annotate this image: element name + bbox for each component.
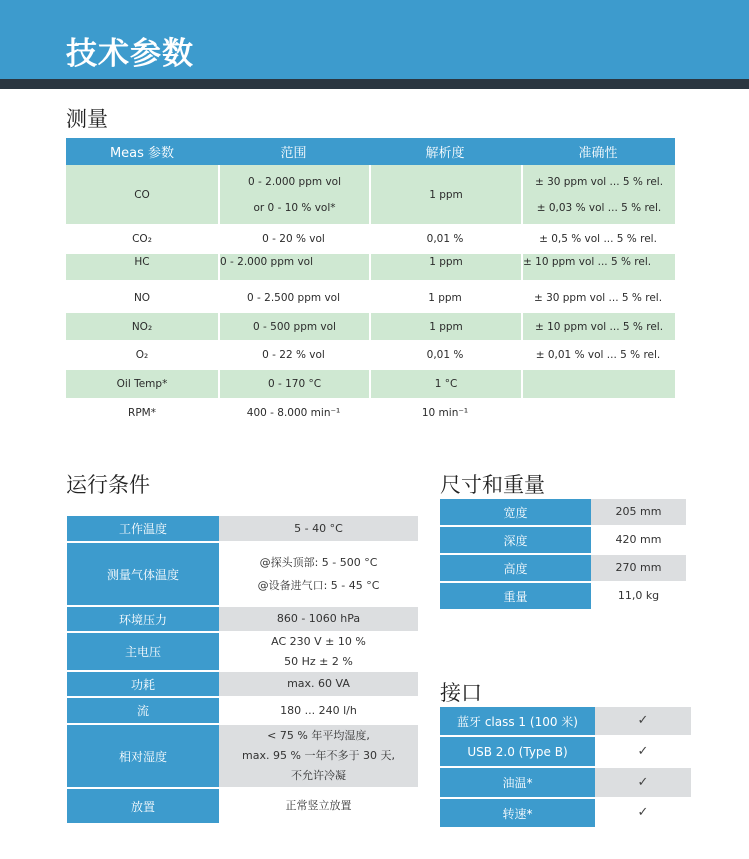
accuracy-cell: ± 30 ppm vol ... 5 % rel.: [534, 175, 664, 188]
condition-label: 相对湿度: [67, 725, 219, 787]
check-icon: ✓: [637, 713, 649, 728]
param-cell: O₂: [135, 349, 149, 361]
accuracy-cell: ± 30 ppm vol ... 5 % rel.: [533, 291, 663, 304]
table-row: [440, 768, 691, 797]
condition-value: max. 60 VA: [287, 677, 350, 690]
dimension-value: 270 mm: [615, 561, 662, 574]
resolution-cell: 1 ppm: [429, 320, 463, 333]
resolution-cell: 1 ppm: [429, 188, 463, 201]
param-cell: NO: [133, 291, 151, 304]
condition-value: @设备进气口: 5 - 45 °C: [257, 579, 380, 592]
table-row: [440, 799, 691, 827]
accuracy-cell: ± 0,5 % vol ... 5 % rel.: [539, 233, 657, 245]
condition-label: 测量气体温度: [67, 543, 219, 605]
range-cell: 0 - 170 °C: [267, 378, 322, 390]
header-resolution: 解析度: [425, 146, 465, 161]
accuracy-cell: ± 10 ppm vol ... 5 % rel.: [534, 320, 664, 333]
param-cell: Oil Temp*: [116, 378, 168, 390]
param-cell: RPM*: [128, 407, 156, 419]
dimension-label: 高度: [440, 555, 591, 581]
header-divider: [0, 79, 749, 89]
condition-label: 流: [67, 698, 219, 723]
param-cell: CO₂: [132, 233, 152, 245]
header-param: Meas 参数: [109, 146, 175, 161]
section-title-dimensions: 尺寸和重量: [440, 473, 545, 497]
table-row: [67, 672, 418, 696]
measurement-table-header: [66, 138, 675, 165]
accuracy-cell: ± 0,01 % vol ... 5 % rel.: [535, 349, 661, 361]
condition-value: 180 ... 240 l/h: [280, 703, 357, 717]
interface-label: 蓝牙 class 1 (100 米): [440, 707, 595, 735]
resolution-cell: 1 °C: [434, 378, 458, 390]
table-row: [66, 370, 675, 398]
table-row: [66, 254, 675, 280]
dimension-label: 宽度: [440, 499, 591, 525]
condition-value: 50 Hz ± 2 %: [284, 654, 353, 668]
condition-value: max. 95 % 一年不多于 30 天,: [242, 749, 395, 762]
range-cell: 0 - 22 % vol: [262, 349, 325, 361]
table-row: [67, 607, 418, 631]
table-row: [66, 313, 675, 340]
table-row: [67, 543, 418, 605]
check-icon: ✓: [637, 743, 649, 759]
table-row: [67, 516, 418, 541]
table-row: [66, 224, 675, 254]
condition-value: 不允许冷凝: [291, 769, 346, 782]
resolution-cell: 10 min⁻¹: [421, 407, 469, 419]
table-row: [440, 527, 686, 553]
condition-value: AC 230 V ± 10 %: [271, 634, 366, 648]
dimension-label: 重量: [440, 583, 591, 609]
condition-value: 5 - 40 °C: [294, 521, 343, 535]
page-title: 技术参数: [66, 36, 194, 72]
interfaces-table: [440, 707, 691, 829]
dimension-value: 205 mm: [615, 505, 662, 518]
condition-value: @探头顶部: 5 - 500 °C: [259, 556, 378, 569]
table-row: [66, 165, 675, 224]
resolution-cell: 0,01 %: [426, 233, 464, 245]
resolution-cell: 0,01 %: [426, 349, 464, 361]
table-row: [440, 555, 686, 581]
table-row: [67, 698, 418, 723]
table-row: [440, 737, 691, 766]
resolution-cell: 1 ppm: [428, 291, 462, 304]
table-row: [66, 398, 675, 428]
range-cell: 0 - 500 ppm vol: [253, 320, 336, 333]
dimensions-table: [440, 499, 686, 611]
section-title-interface: 接口: [440, 681, 482, 705]
range-cell: 400 - 8.000 min⁻¹: [246, 407, 341, 419]
condition-label: 功耗: [67, 672, 219, 696]
measurement-table: [66, 138, 675, 428]
table-row: [440, 707, 691, 735]
condition-label: 工作温度: [67, 516, 219, 541]
accuracy-cell-alt: ± 0,03 % vol ... 5 % rel.: [536, 201, 662, 214]
interface-label: 油温*: [440, 768, 595, 797]
condition-label: 放置: [67, 789, 219, 823]
accuracy-cell: ± 10 ppm vol ... 5 % rel.: [523, 256, 652, 268]
check-icon: ✓: [637, 805, 649, 820]
interface-label: USB 2.0 (Type B): [440, 737, 595, 766]
range-cell: 0 - 2.000 ppm vol: [220, 256, 313, 268]
dimension-value: 11,0 kg: [617, 589, 660, 602]
table-row: [440, 583, 686, 609]
range-cell-alt: or 0 - 10 % vol*: [253, 201, 336, 214]
table-row: [67, 633, 418, 670]
section-title-operating: 运行条件: [66, 473, 150, 497]
condition-value: 正常竖立放置: [285, 799, 352, 812]
param-cell: NO₂: [131, 320, 153, 333]
section-title-measurement: 测量: [66, 107, 108, 131]
range-cell: 0 - 2.500 ppm vol: [247, 291, 340, 304]
table-row: [66, 340, 675, 370]
condition-value: < 75 % 年平均湿度,: [267, 729, 370, 742]
resolution-cell: 1 ppm: [429, 256, 463, 268]
check-icon: ✓: [637, 774, 649, 790]
table-row: [67, 725, 418, 787]
table-row: [67, 789, 418, 823]
param-cell: HC: [134, 256, 150, 268]
condition-label: 主电压: [67, 633, 219, 670]
condition-label: 环境压力: [67, 607, 219, 631]
operating-conditions-table: [67, 516, 418, 825]
range-cell: 0 - 2.000 ppm vol: [248, 175, 341, 188]
header-range: 范围: [280, 146, 307, 161]
condition-value: 860 - 1060 hPa: [276, 612, 361, 625]
table-row: [66, 282, 675, 313]
interface-label: 转速*: [440, 799, 595, 827]
param-cell: CO: [134, 188, 150, 201]
dimension-label: 深度: [440, 527, 591, 553]
table-row: [440, 499, 686, 525]
header-accuracy: 准确性: [578, 146, 618, 161]
page-header: [0, 0, 749, 79]
range-cell: 0 - 20 % vol: [262, 233, 325, 245]
dimension-value: 420 mm: [615, 533, 662, 546]
